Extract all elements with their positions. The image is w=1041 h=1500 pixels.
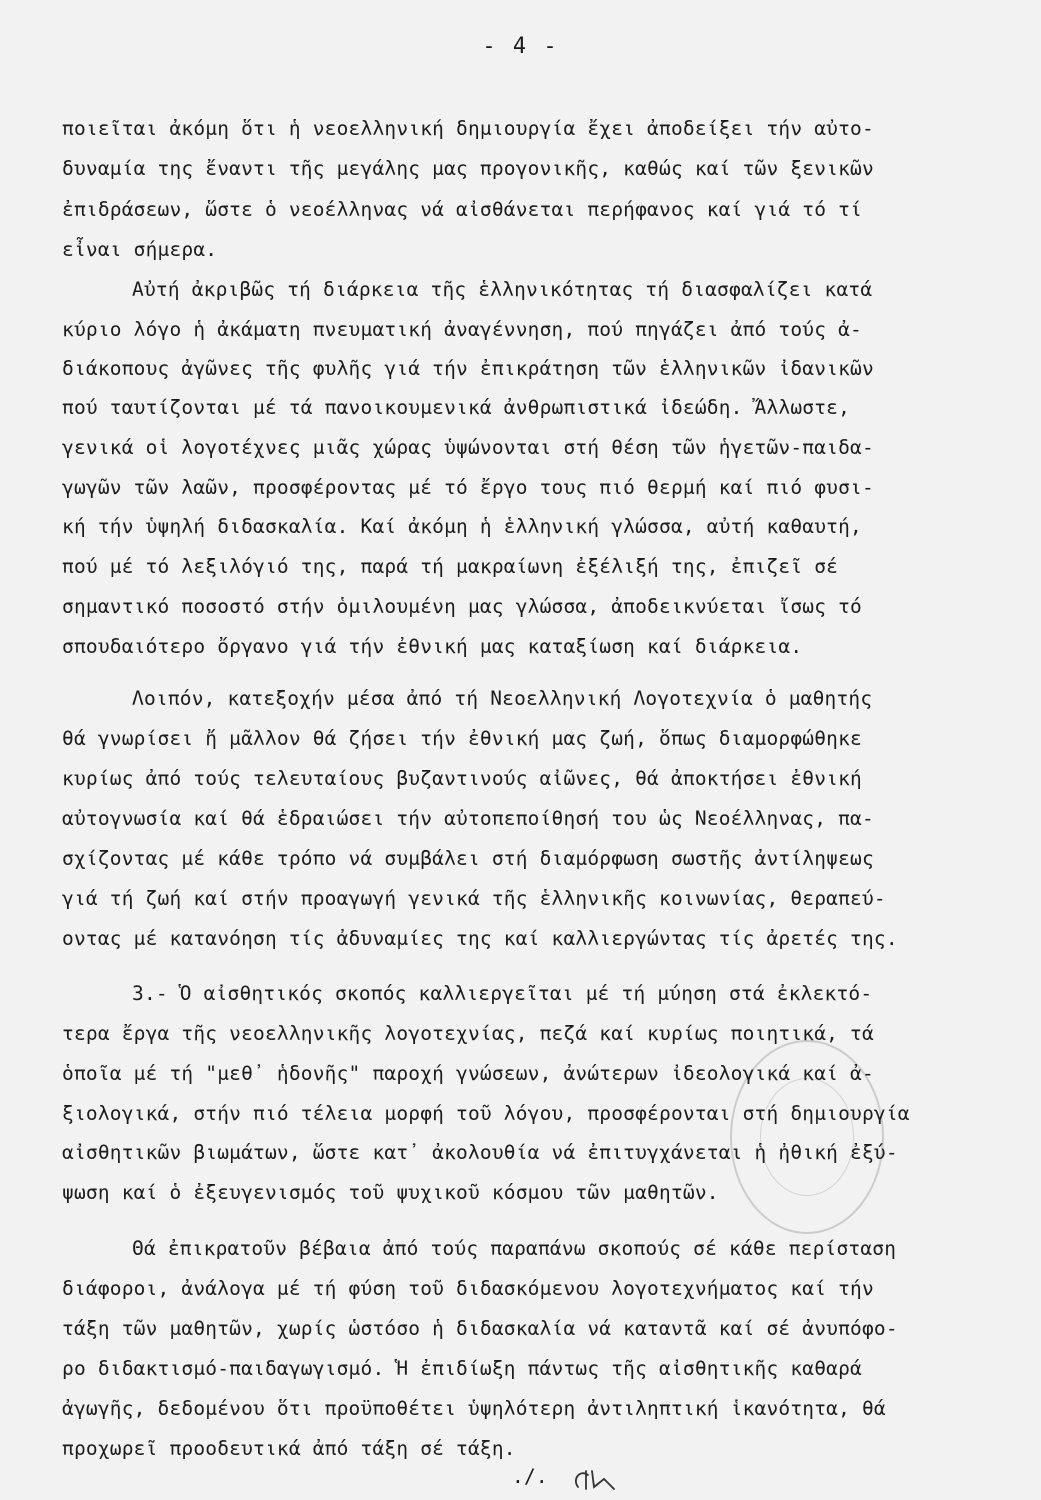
text-line: κή τήν ὑψηλή διδασκαλία. Καί ἀκόμη ἡ ἑλληνική γλώσσα, αὐτή καθαυτή, [62, 515, 862, 538]
text-line: πού ταυτίζονται μέ τά πανοικουμενικά ἀνθρωπιστικά ἰδεώδη. Ἄλλωστε, [62, 396, 851, 419]
text-line: σπουδαιότερο ὄργανο γιά τήν ἐθνική μας καταξίωση καί διάρκεια. [62, 635, 803, 658]
continuation-mark: ./. [512, 1465, 548, 1488]
text-line: ἀγωγῆς, δεδομένου ὅτι προϋποθέτει ὑψηλότερη ἀντιληπτική ἱκανότητα, θά [62, 1397, 886, 1420]
text-line: πού μέ τό λεξιλόγιό της, παρά τή μακραίωνη ἐξέλιξή της, ἐπιζεῖ σέ [62, 555, 839, 578]
text-line: Αὐτή ἀκριβῶς τή διάρκεια τῆς ἑλληνικότητας τή διασφαλίζει κατά [132, 278, 873, 301]
text-line: ξιολογικά, στήν πιό τέλεια μορφή τοῦ λόγου, προσφέρονται στή δημιουργία [62, 1102, 910, 1125]
text-line: ἐπιδράσεων, ὥστε ὁ νεοέλληνας νά αἰσθάνεται περήφανος καί γιά τό τί [62, 198, 862, 221]
signature-mark [570, 1465, 630, 1495]
text-line: δυναμία της ἔναντι τῆς μεγάλης μας προγονικῆς, καθώς καί τῶν ξενικῶν [62, 157, 874, 180]
text-line: θά γνωρίσει ἤ μᾶλλον θά ζήσει τήν ἐθνική μας ζωή, ὅπως διαμορφώθηκε [62, 727, 862, 750]
page-number: - 4 - [482, 34, 559, 59]
text-line: οντας μέ κατανόηση τίς ἀδυναμίες της καί καλλιεργώντας τίς ἀρετές της. [62, 927, 898, 950]
text-line: 3.- Ὁ αἰσθητικός σκοπός καλλιεργεῖται μέ τή μύηση στά ἐκλεκτό- [132, 982, 873, 1005]
text-line: γωγῶν τῶν λαῶν, προσφέροντας μέ τό ἔργο τους πιό θερμή καί πιό φυσι- [62, 476, 874, 499]
text-line: Θά ἐπικρατοῦν βέβαια ἀπό τούς παραπάνω σκοπούς σέ κάθε περίσταση [132, 1237, 897, 1260]
text-line: αἰσθητικῶν βιωμάτων, ὥστε κατ᾽ ἀκολουθία νά ἐπιτυγχάνεται ἡ ἠθική ἐξύ- [62, 1141, 898, 1164]
text-line: προχωρεῖ προοδευτικά ἀπό τάξη σέ τάξη. [62, 1437, 516, 1460]
text-line: γενικά οἱ λογοτέχνες μιᾶς χώρας ὑψώνονται στή θέση τῶν ἡγετῶν-παιδα- [62, 436, 874, 459]
text-line: διάκοπους ἀγῶνες τῆς φυλῆς γιά τήν ἐπικράτηση τῶν ἑλληνικῶν ἰδανικῶν [62, 357, 874, 380]
text-line: ρο διδακτισμό-παιδαγωγισμό. Ἡ ἐπιδίωξη πάντως τῆς αἰσθητικῆς καθαρά [62, 1357, 862, 1380]
text-line: αὐτογνωσία καί θά ἑδραιώσει τήν αὐτοπεποίθησή του ὡς Νεοέλληνας, πα- [62, 807, 874, 830]
text-line: σημαντικό ποσοστό στήν ὁμιλουμένη μας γλώσσα, ἀποδεικνύεται ἴσως τό [62, 595, 862, 618]
text-line: ὁποῖα μέ τή "μεθ᾽ ἡδονῆς" παροχή γνώσεων, ἀνώτερων ἰδεολογικά καί ἀ- [62, 1062, 874, 1085]
text-line: ποιεῖται ἀκόμη ὅτι ἡ νεοελληνική δημιουργία ἔχει ἀποδείξει τήν αὐτο- [62, 117, 874, 140]
text-line: τερα ἔργα τῆς νεοελληνικῆς λογοτεχνίας, πεζά καί κυρίως ποιητικά, τά [62, 1022, 874, 1045]
text-line: σχίζοντας μέ κάθε τρόπο νά συμβάλει στή διαμόρφωση σωστῆς ἀντίληψεως [62, 847, 874, 870]
text-line: κυρίως ἀπό τούς τελευταίους βυζαντινούς αἰῶνες, θά ἀποκτήσει ἐθνική [62, 767, 862, 790]
text-line: τάξη τῶν μαθητῶν, χωρίς ὡστόσο ἡ διδασκαλία νά καταντᾶ καί σέ ἀνυπόφο- [62, 1317, 898, 1340]
text-line: κύριο λόγο ἡ ἀκάματη πνευματική ἀναγέννηση, πού πηγάζει ἀπό τούς ἀ- [62, 318, 862, 341]
text-line: ψωση καί ὁ ἐξευγενισμός τοῦ ψυχικοῦ κόσμου τῶν μαθητῶν. [62, 1181, 719, 1204]
text-line: Λοιπόν, κατεξοχήν μέσα ἀπό τή Νεοελληνική Λογοτεχνία ὁ μαθητής [132, 687, 873, 710]
text-line: γιά τή ζωή καί στήν προαγωγή γενικά τῆς ἑλληνικῆς κοινωνίας, θεραπεύ- [62, 887, 886, 910]
text-line: διάφοροι, ἀνάλογα μέ τή φύση τοῦ διδασκόμενου λογοτεχνήματος καί τήν [62, 1277, 874, 1300]
text-line: εἶναι σήμερα. [62, 238, 218, 261]
